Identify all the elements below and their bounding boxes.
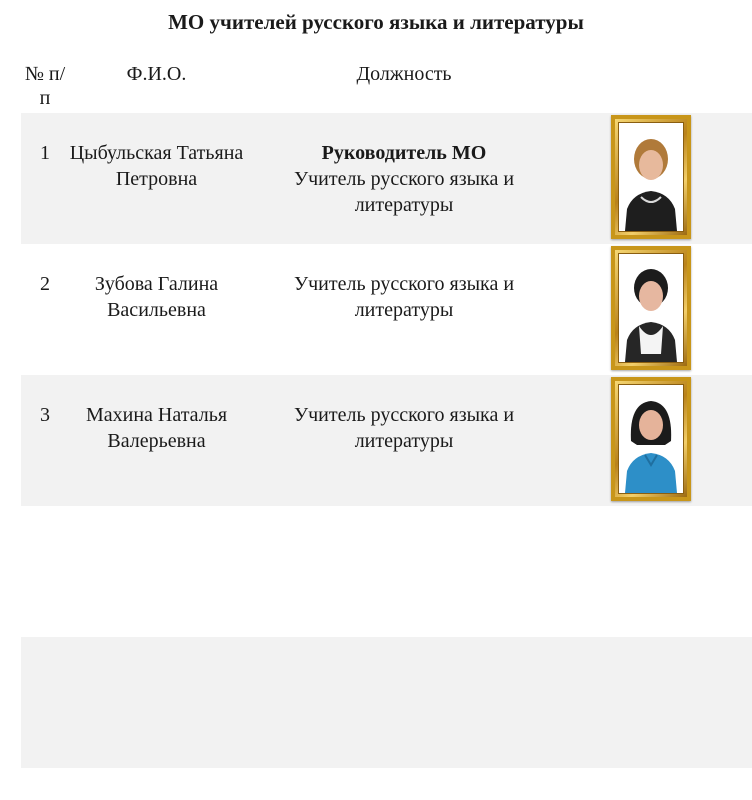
portrait-photo [618, 384, 684, 494]
table-row [21, 244, 752, 375]
gold-frame [611, 246, 691, 370]
row-name: Зубова Галина Васильевна [94, 273, 219, 321]
header-name: Ф.И.О. [126, 63, 187, 85]
gold-frame [611, 115, 691, 239]
header-position: Должность [356, 63, 452, 85]
row-position-text: Учитель русского языка и литературы [293, 168, 515, 216]
row-position [244, 402, 564, 454]
gold-frame [611, 377, 691, 501]
table-row [21, 375, 752, 506]
row-position-text: Учитель русского языка и литературы [293, 273, 515, 321]
portrait-frame [606, 115, 696, 239]
header-num: № п/п [24, 63, 66, 109]
page-title: МО учителей русского языка и литературы [168, 10, 584, 34]
row-position [244, 140, 564, 218]
row-name: Цыбульская Татьяна Петровна [69, 142, 244, 190]
table-header [21, 60, 752, 112]
row-position [244, 271, 564, 323]
row-position-text: Учитель русского языка и литературы [293, 404, 515, 452]
row-num: 2 [40, 273, 50, 295]
portrait-photo [618, 122, 684, 232]
table-row [21, 113, 752, 244]
row-num: 1 [40, 142, 50, 164]
empty-row [21, 506, 752, 637]
row-name: Махина Наталья Валерьевна [85, 404, 228, 452]
portrait-frame [606, 246, 696, 370]
row-lead-title: Руководитель МО [321, 142, 487, 164]
portrait-frame [606, 377, 696, 501]
row-num: 3 [40, 404, 50, 426]
portrait-photo [618, 253, 684, 363]
empty-row [21, 637, 752, 768]
